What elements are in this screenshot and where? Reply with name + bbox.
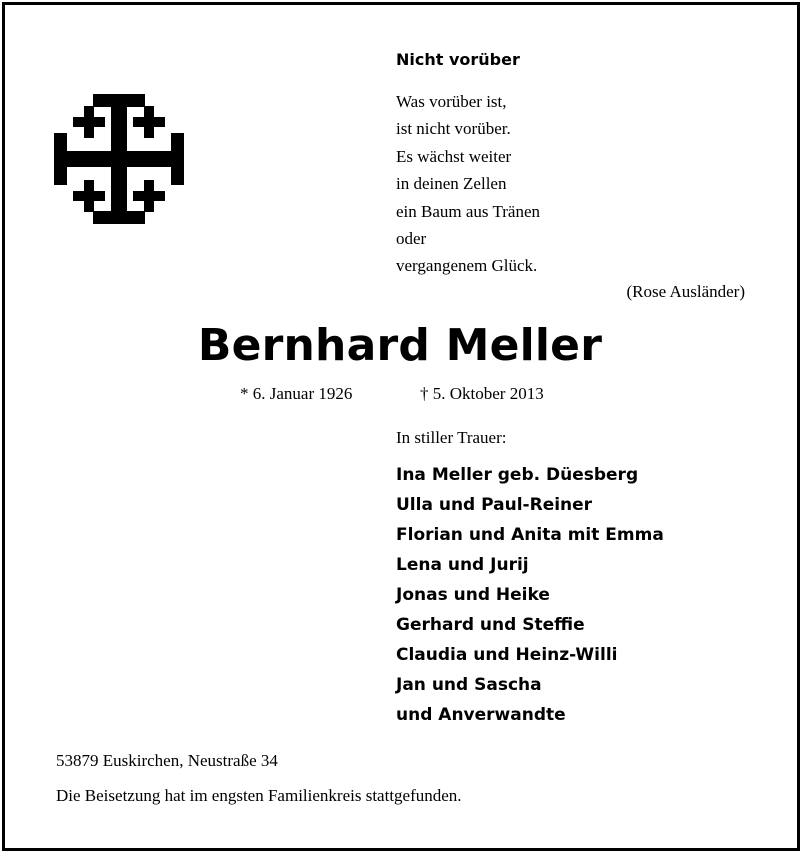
poem-line: in deinen Zellen [396,174,507,194]
mourner-name: Jan und Sascha [396,675,542,695]
poem-line: Was vorüber ist, [396,92,507,111]
birth-date: * 6. Januar 1926 [240,384,353,403]
mourner-name: Lena und Jurij [396,555,529,575]
poem-line: ein Baum aus Tränen [396,201,541,221]
poem [396,88,540,280]
poem-line: oder [396,229,427,249]
mourner-name: Ulla und Paul-Reiner [396,495,593,515]
jerusalem-cross-icon [54,94,184,224]
mourners-list [396,460,664,730]
deceased-name: Bernhard Meller [197,320,603,371]
poem-title: Nicht vorüber [396,50,520,69]
death-date: † 5. Oktober 2013 [420,384,544,403]
mourner-name: Claudia und Heinz-Willi [396,645,618,665]
burial-notice: Die Beisetzung hat im engsten Familienkreis stattgefunden. [56,786,462,805]
poem-line: vergangenem Glück. [396,256,538,276]
mourning-label: In stiller Trauer: [396,428,507,447]
mourner-name: und Anverwandte [396,705,566,725]
mourner-name: Florian und Anita mit Emma [396,525,664,545]
mourner-name: Gerhard und Steffie [396,615,585,635]
poem-author: (Rose Ausländer) [626,282,745,301]
poem-line: ist nicht vorüber. [396,119,511,139]
mourner-name: Jonas und Heike [396,585,550,605]
poem-line: Es wächst weiter [396,146,512,166]
mourner-name: Ina Meller geb. Düesberg [396,465,639,485]
address: 53879 Euskirchen, Neustraße 34 [56,751,278,770]
